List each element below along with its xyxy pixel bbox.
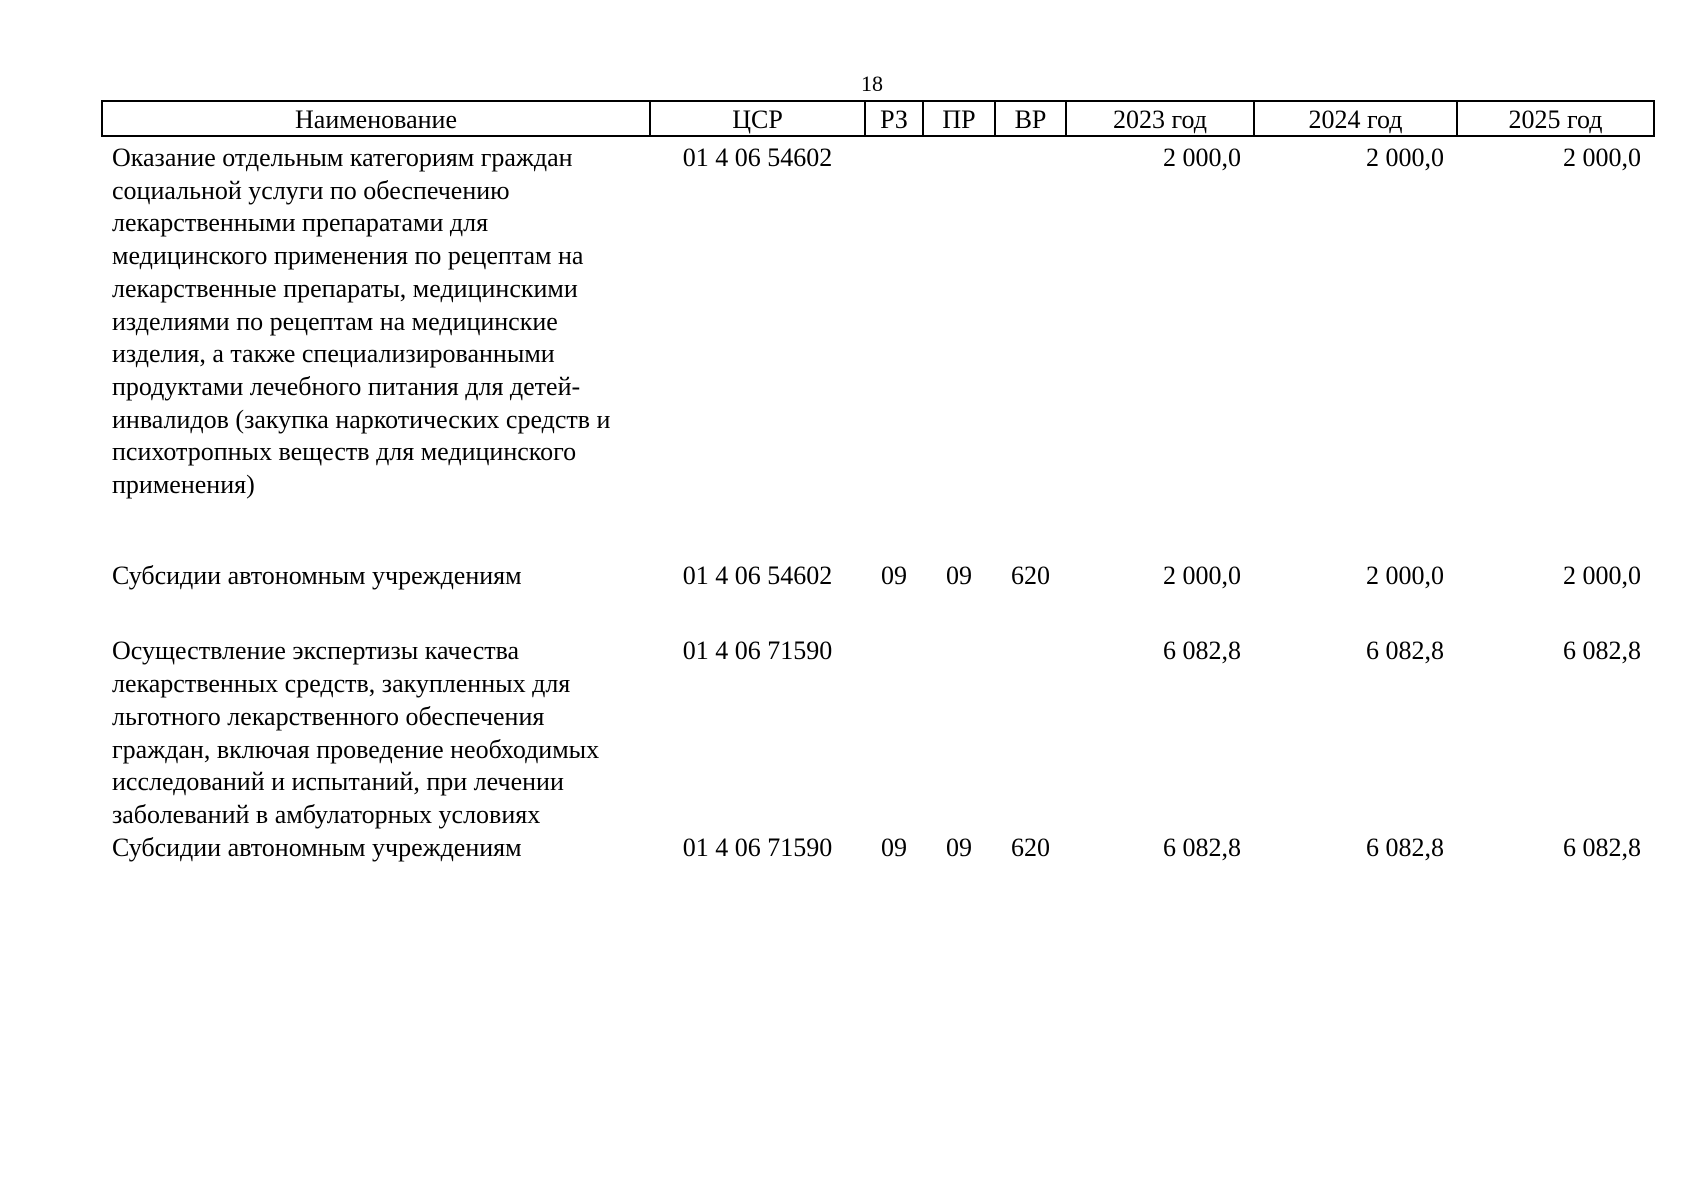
table-row <box>102 832 1654 865</box>
table-row <box>102 560 1654 593</box>
table-header-row <box>102 101 1654 136</box>
row-pr: 09 <box>946 560 972 590</box>
row-vr <box>995 635 1066 831</box>
row-spacer <box>102 592 1654 635</box>
row-amount-2025: 2 000,0 <box>1563 560 1641 590</box>
header-2023: 2023 год <box>1066 101 1254 136</box>
row-rz: 09 <box>881 832 907 862</box>
row-amount-2024: 6 082,8 <box>1366 636 1444 666</box>
row-amount-2025: 6 082,8 <box>1563 636 1641 666</box>
header-2025: 2025 год <box>1457 101 1654 136</box>
header-vr: ВР <box>995 101 1066 136</box>
row-pr <box>923 635 995 831</box>
row-csr: 01 4 06 54602 <box>682 143 833 172</box>
header-rz: РЗ <box>865 101 923 136</box>
row-amount-2024: 2 000,0 <box>1366 143 1444 172</box>
row-amount-2024: 6 082,8 <box>1366 832 1444 862</box>
row-pr <box>923 136 995 502</box>
row-amount-2023: 2 000,0 <box>1163 560 1241 590</box>
row-vr: 620 <box>1011 560 1050 590</box>
row-amount-2025: 2 000,0 <box>1563 143 1641 172</box>
row-rz <box>865 635 923 831</box>
row-amount-2023: 2 000,0 <box>1163 143 1241 172</box>
header-csr: ЦСР <box>650 101 865 136</box>
row-name: Субсидии автономным учреждениям <box>112 832 522 862</box>
row-csr: 01 4 06 71590 <box>682 636 833 666</box>
row-pr: 09 <box>946 832 972 862</box>
row-csr: 01 4 06 71590 <box>682 832 833 862</box>
row-amount-2023: 6 082,8 <box>1163 832 1241 862</box>
header-name: Наименование <box>102 101 650 136</box>
row-name: Осуществление экспертизы качества лекарственных средств, закупленных для льготного лекарственного обеспечения граждан, включая проведение необходимых исследований и испытаний, при лечении заболеваний в амбулаторных условиях <box>112 636 600 829</box>
table-row <box>102 136 1654 502</box>
row-amount-2024: 2 000,0 <box>1366 560 1444 590</box>
row-rz <box>865 136 923 502</box>
row-amount-2023: 6 082,8 <box>1163 636 1241 666</box>
table-row <box>102 635 1654 831</box>
row-amount-2025: 6 082,8 <box>1563 832 1641 862</box>
page-number: 18 <box>861 71 883 96</box>
row-spacer <box>102 502 1654 560</box>
row-vr: 620 <box>1011 832 1050 862</box>
row-csr: 01 4 06 54602 <box>682 560 833 590</box>
header-2024: 2024 год <box>1254 101 1457 136</box>
header-pr: ПР <box>923 101 995 136</box>
row-name: Оказание отдельным категориям граждан социальной услуги по обеспечению лекарственными препаратами для медицинского применения по рецептам на лекарственные препараты, медицинскими изделиями по рецептам на медицинские изделия, а также специализированными продуктами лечебного питания для детей-инвалидов (закупка наркотических средств и психотропных веществ для медицинского применения) <box>112 143 611 500</box>
row-name: Субсидии автономным учреждениям <box>112 560 522 590</box>
budget-table <box>101 100 1655 864</box>
row-vr <box>995 136 1066 502</box>
row-rz: 09 <box>881 560 907 590</box>
